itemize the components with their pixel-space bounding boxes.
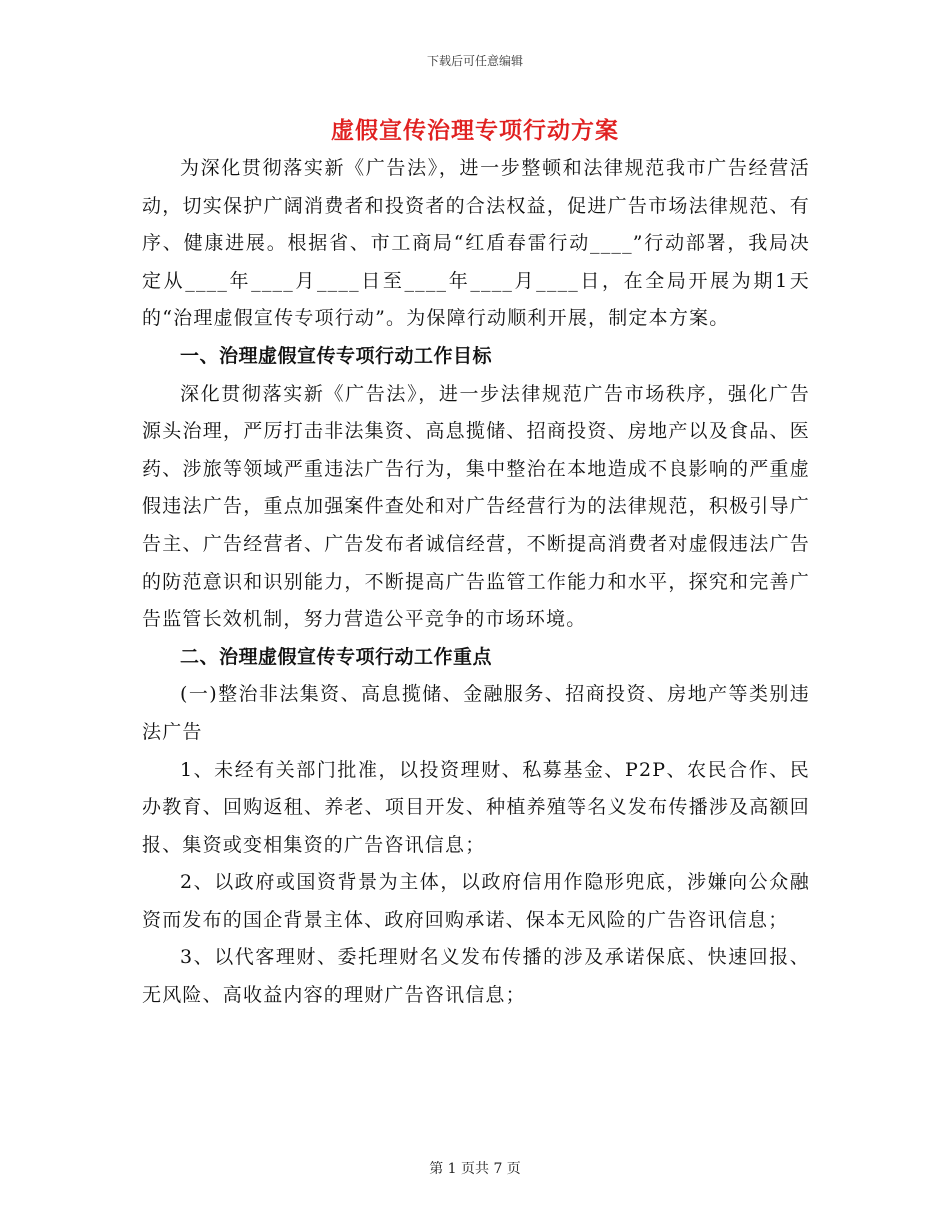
- section-heading-goals: 一、治理虚假宣传专项行动工作目标: [180, 344, 493, 367]
- document-body: [142, 150, 810, 1015]
- section-heading-focus: 二、治理虚假宣传专项行动工作重点: [180, 645, 493, 668]
- page-header-note: 下载后可任意编辑: [426, 54, 523, 68]
- subsection-heading-1: (一)整治非法集资、高息揽储、金融服务、招商投资、房地产等类别违法广告: [142, 683, 810, 743]
- document-title: 虚假宣传治理专项行动方案: [331, 117, 619, 144]
- list-item-2: 2、以政府或国资背景为主体，以政府信用作隐形兜底，涉嫌向公众融资而发布的国企背景主体、政府回购承诺、保本无风险的广告咨讯信息；: [142, 871, 810, 931]
- list-item-1: 1、未经有关部门批准，以投资理财、私募基金、P2P、农民合作、民办教育、回购返租、养老、项目开发、种植养殖等名义发布传播涉及高额回报、集资或变相集资的广告咨讯信息；: [142, 758, 810, 856]
- intro-paragraph: 为深化贯彻落实新《广告法》，进一步整顿和法律规范我市广告经营活动，切实保护广阔消费者和投资者的合法权益，促进广告市场法律规范、有序、健康进展。根据省、市工商局“红盾春雷行动____”行动部署，我局决定从____年____月____日至____年____月____日，在全局开展为期1天的“治理虚假宣传专项行动”。为保障行动顺利开展，制定本方案。: [142, 157, 810, 330]
- page-number: 第 1 页共 7 页: [429, 1161, 521, 1177]
- goals-paragraph: 深化贯彻落实新《广告法》，进一步法律规范广告市场秩序，强化广告源头治理，严厉打击非法集资、高息揽储、招商投资、房地产以及食品、医药、涉旅等领域严重违法广告行为，集中整治在本地造成不良影响的严重虚假违法广告，重点加强案件查处和对广告经营行为的法律规范，积极引导广告主、广告经营者、广告发布者诚信经营，不断提高消费者对虚假违法广告的防范意识和识别能力，不断提高广告监管工作能力和水平，探究和完善广告监管长效机制，努力营造公平竞争的市场环境。: [142, 382, 810, 631]
- list-item-3: 3、以代客理财、委托理财名义发布传播的涉及承诺保底、快速回报、无风险、高收益内容的理财广告咨讯信息；: [142, 946, 810, 1007]
